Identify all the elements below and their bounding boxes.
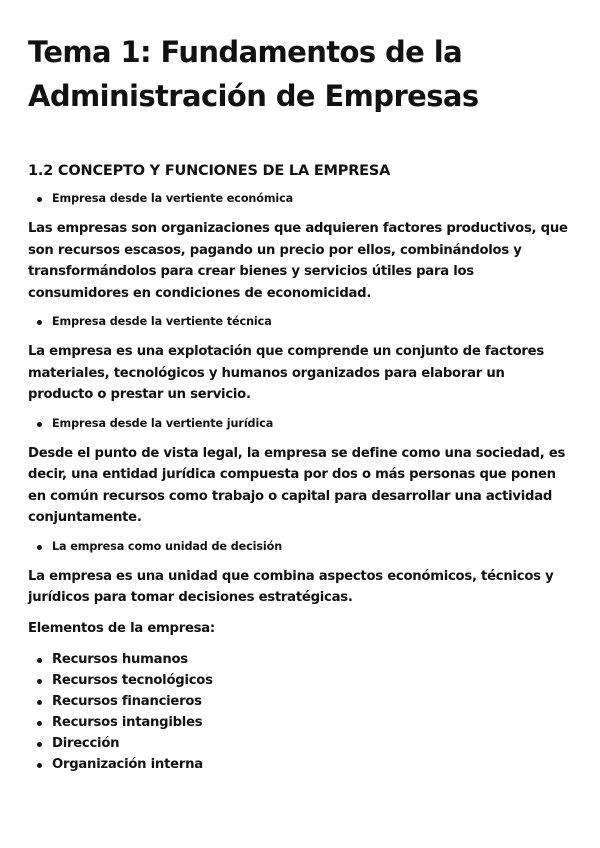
paragraph-economic-view: Las empresas son organizaciones que adquieren factores productivos, que son recursos escasos, pagando un precio por ellos, combinándolos y transformándolos para crear bienes y servicios útiles para los consumidores en condiciones de economicidad. [28, 221, 568, 301]
bullet-technical-view: Empresa desde la vertiente técnica [28, 314, 572, 330]
page-title [28, 30, 572, 118]
list-item: Recursos humanos [28, 649, 572, 670]
list-item: Recursos tecnológicos [28, 670, 572, 691]
page-title-line-2: Administración de Empresas [28, 79, 479, 113]
list-item: Dirección [28, 733, 572, 754]
elements-heading: Elementos de la empresa: [28, 620, 215, 636]
list-item: Organización interna [28, 754, 572, 775]
bullet-economic-view: Empresa desde la vertiente económica [28, 191, 572, 207]
bullet-decision-unit: La empresa como unidad de decisión [28, 539, 572, 555]
section-heading: 1.2 CONCEPTO Y FUNCIONES DE LA EMPRESA [28, 163, 391, 179]
list-item: Recursos intangibles [28, 712, 572, 733]
elements-list [28, 649, 572, 775]
page-title-line-1: Tema 1: Fundamentos de la [28, 35, 463, 69]
paragraph-decision-unit: La empresa es una unidad que combina aspectos económicos, técnicos y jurídicos para tomar decisiones estratégicas. [28, 568, 554, 605]
list-item: Recursos financieros [28, 691, 572, 712]
bullet-legal-view: Empresa desde la vertiente jurídica [28, 416, 572, 432]
paragraph-technical-view: La empresa es una explotación que comprende un conjunto de factores materiales, tecnológicos y humanos organizados para elaborar un producto o prestar un servicio. [28, 344, 544, 402]
paragraph-legal-view: Desde el punto de vista legal, la empresa se define como una sociedad, es decir, una entidad jurídica compuesta por dos o más personas que ponen en común recursos como trabajo o capital para desarrollar una actividad conjuntamente. [28, 445, 566, 525]
